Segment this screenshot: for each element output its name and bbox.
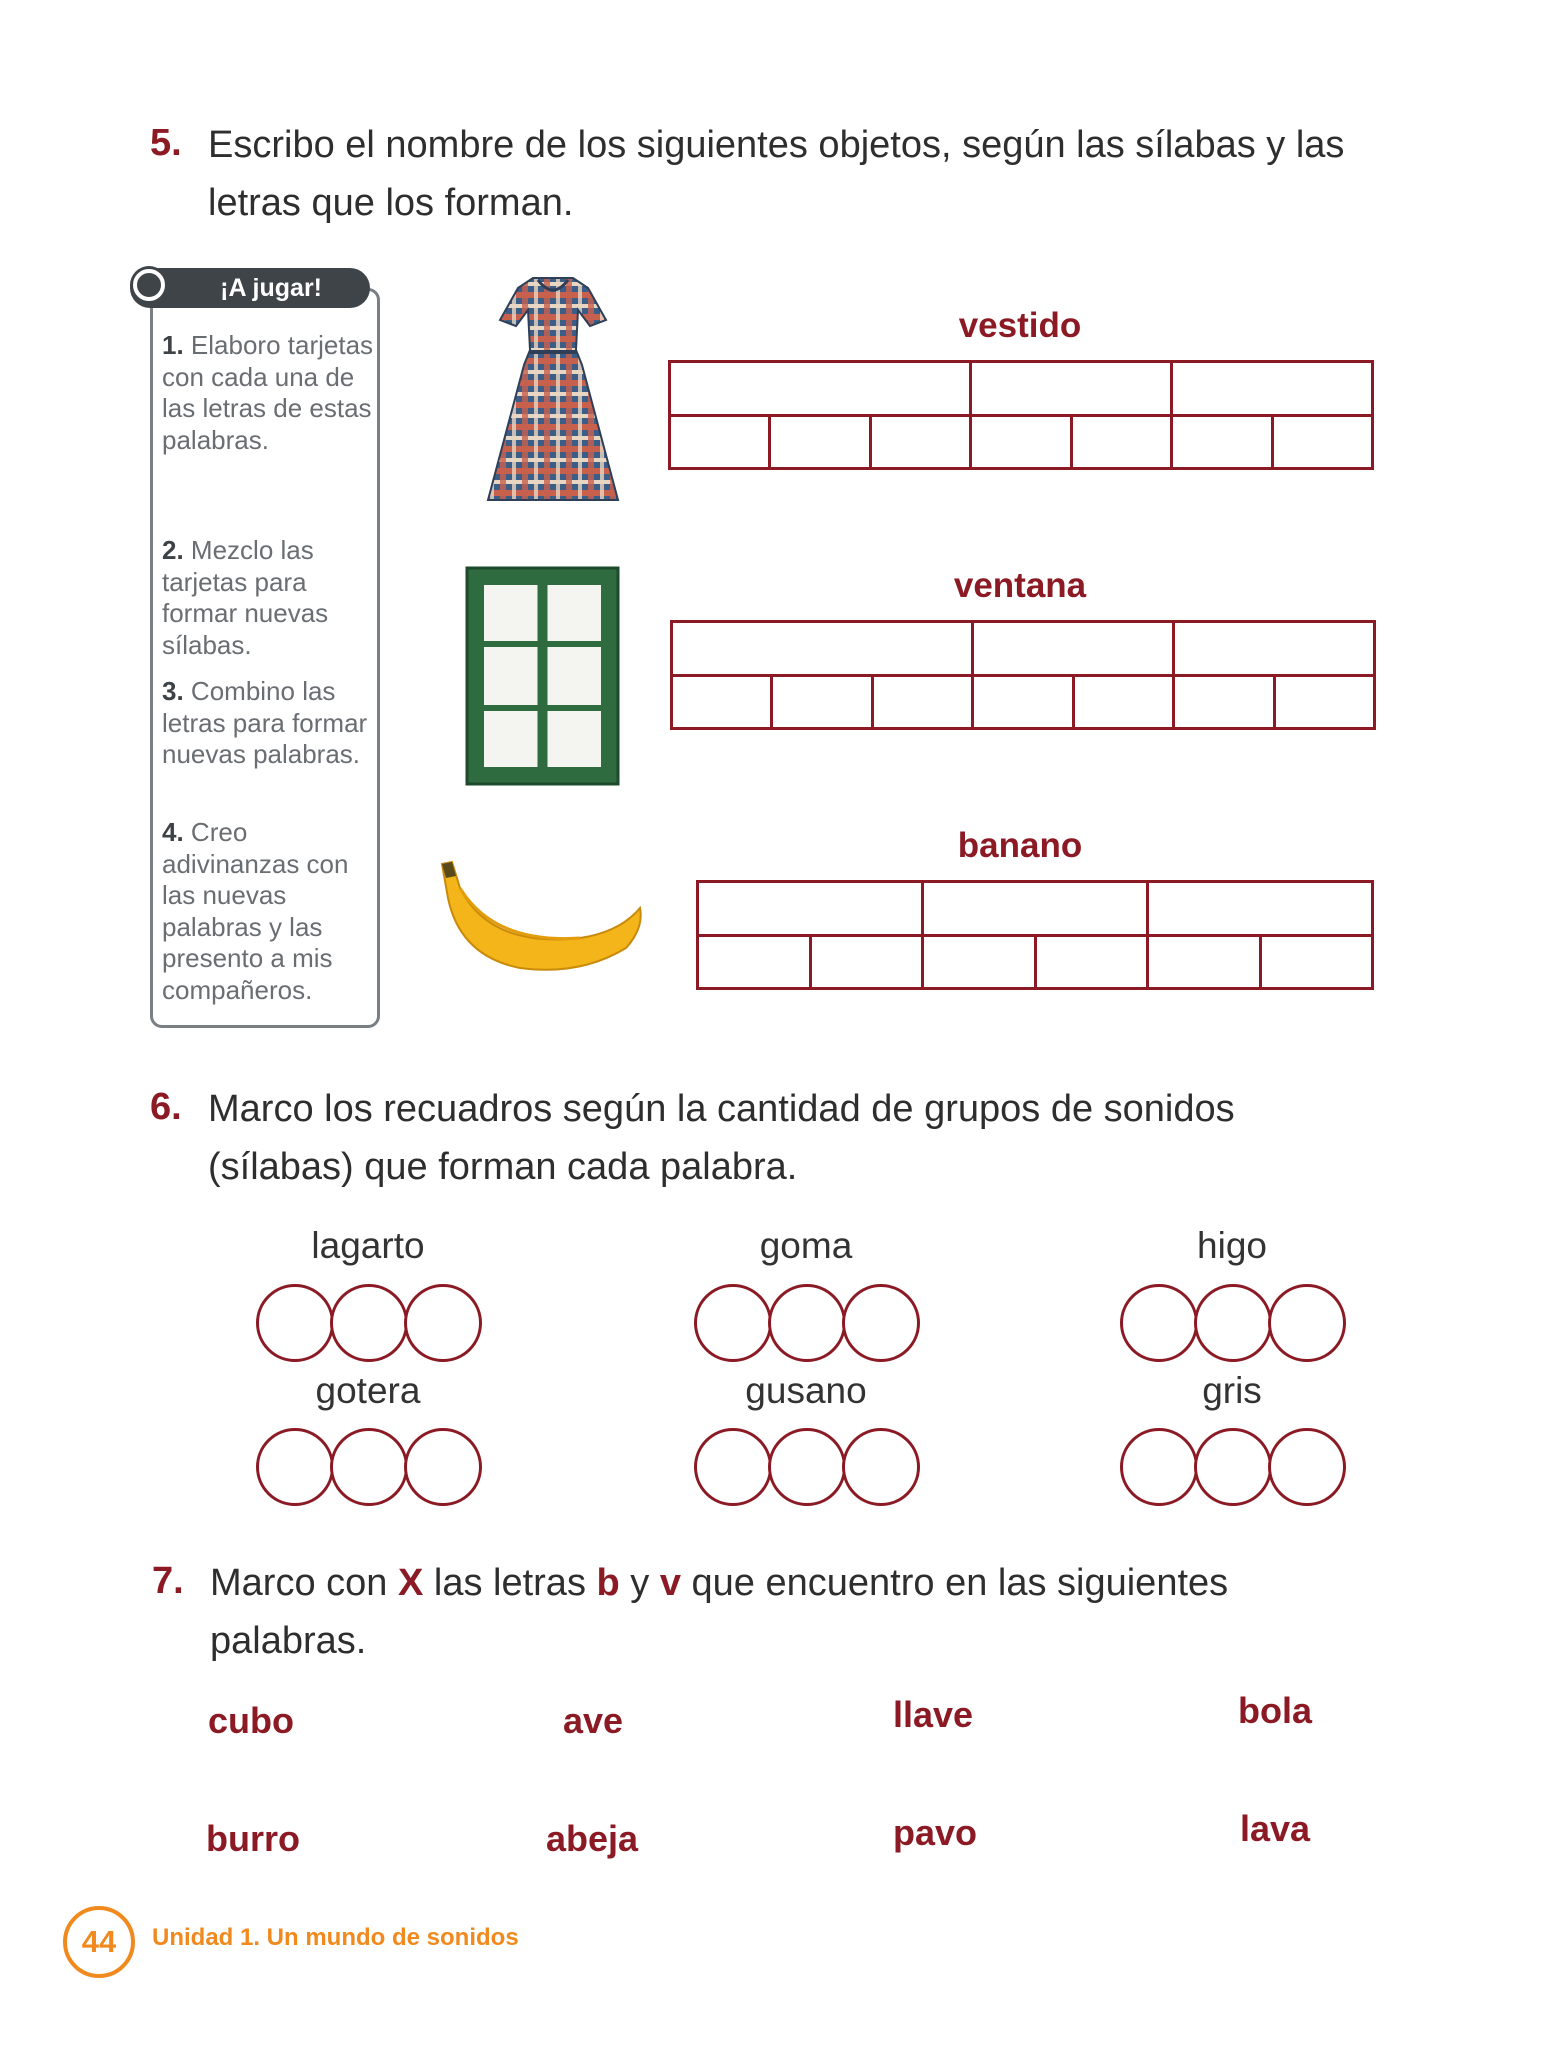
syllable-word-gris: gris: [1202, 1370, 1262, 1411]
circle[interactable]: [1120, 1428, 1198, 1506]
question-5-line-1: Escribo el nombre de los siguientes objetos, según las sílabas y las: [208, 124, 1345, 166]
bv-word-llave[interactable]: llave: [893, 1694, 974, 1735]
word-banano: banano: [957, 826, 1083, 865]
question-6-number: 6.: [150, 1086, 182, 1128]
circle[interactable]: [1194, 1284, 1272, 1362]
syllable-circles-lagarto[interactable]: [256, 1284, 486, 1362]
circle[interactable]: [694, 1428, 772, 1506]
syllable-circles-gris[interactable]: [1120, 1428, 1350, 1506]
circle[interactable]: [1268, 1428, 1346, 1506]
unit-title: Unidad 1. Un mundo de sonidos: [152, 1924, 519, 1951]
syllable-circles-gusano[interactable]: [694, 1428, 924, 1506]
page-number: 44: [63, 1906, 135, 1978]
sidebar-step-2: 2. Mezclo las tarjetas para formar nuevas sílabas.: [162, 535, 329, 660]
syllable-circles-goma[interactable]: [694, 1284, 924, 1362]
circle[interactable]: [256, 1428, 334, 1506]
circle[interactable]: [404, 1428, 482, 1506]
question-7-line-2: palabras.: [210, 1620, 367, 1662]
question-7-line-1: Marco con X las letras b y v que encuentro en las siguientes: [210, 1562, 1229, 1604]
circle[interactable]: [768, 1428, 846, 1506]
bv-word-burro[interactable]: burro: [206, 1818, 300, 1859]
bv-word-ave[interactable]: ave: [563, 1700, 624, 1741]
circle[interactable]: [842, 1428, 920, 1506]
circle[interactable]: [330, 1428, 408, 1506]
banana-icon: [430, 858, 650, 978]
question-6-text: [208, 1080, 1448, 1196]
circle[interactable]: [330, 1284, 408, 1362]
sidebar-step-1: 1. Elaboro tarjetas con cada una de las letras de estas palabras.: [162, 330, 374, 455]
dress-icon: [478, 270, 628, 515]
question-6-line-1: Marco los recuadros según la cantidad de grupos de sonidos: [208, 1088, 1235, 1130]
circle[interactable]: [1120, 1284, 1198, 1362]
circle[interactable]: [1268, 1284, 1346, 1362]
bv-word-pavo[interactable]: pavo: [893, 1812, 978, 1853]
circle[interactable]: [256, 1284, 334, 1362]
circle[interactable]: [404, 1284, 482, 1362]
syllable-word-higo: higo: [1197, 1225, 1267, 1266]
syllable-word-gusano: gusano: [745, 1370, 867, 1411]
bv-word-abeja[interactable]: abeja: [546, 1818, 639, 1859]
syllable-word-lagarto: lagarto: [311, 1225, 425, 1266]
a-jugar-dot-icon: [133, 269, 165, 301]
circle[interactable]: [1194, 1428, 1272, 1506]
sidebar-step-3: 3. Combino las letras para formar nuevas palabras.: [162, 676, 368, 769]
sidebar-step-4: 4. Creo adivinanzas con las nuevas palabras y las presento a mis compañeros.: [162, 817, 349, 1005]
circle[interactable]: [694, 1284, 772, 1362]
syllable-grid-ventana[interactable]: [670, 620, 1376, 730]
question-5-line-2: letras que los forman.: [208, 182, 574, 224]
word-ventana: ventana: [953, 566, 1087, 605]
question-5-text: [208, 116, 1448, 232]
syllable-word-goma: goma: [759, 1225, 853, 1266]
syllable-circles-higo[interactable]: [1120, 1284, 1350, 1362]
question-7-number: 7.: [152, 1560, 184, 1602]
bv-word-bola[interactable]: bola: [1238, 1690, 1313, 1731]
circle[interactable]: [842, 1284, 920, 1362]
a-jugar-tab: ¡A jugar!: [130, 268, 370, 308]
window-icon: [465, 566, 620, 786]
question-6-line-2: (sílabas) que forman cada palabra.: [208, 1146, 798, 1188]
word-vestido: vestido: [958, 306, 1082, 345]
syllable-grid-vestido[interactable]: [668, 360, 1374, 470]
question-7-text: [210, 1554, 1450, 1670]
circle[interactable]: [768, 1284, 846, 1362]
question-5-number: 5.: [150, 122, 182, 164]
syllable-word-gotera: gotera: [315, 1370, 421, 1411]
bv-word-cubo[interactable]: cubo: [208, 1700, 294, 1741]
syllable-circles-gotera[interactable]: [256, 1428, 486, 1506]
syllable-grid-banano[interactable]: [696, 880, 1374, 990]
bv-word-lava[interactable]: lava: [1240, 1808, 1311, 1849]
